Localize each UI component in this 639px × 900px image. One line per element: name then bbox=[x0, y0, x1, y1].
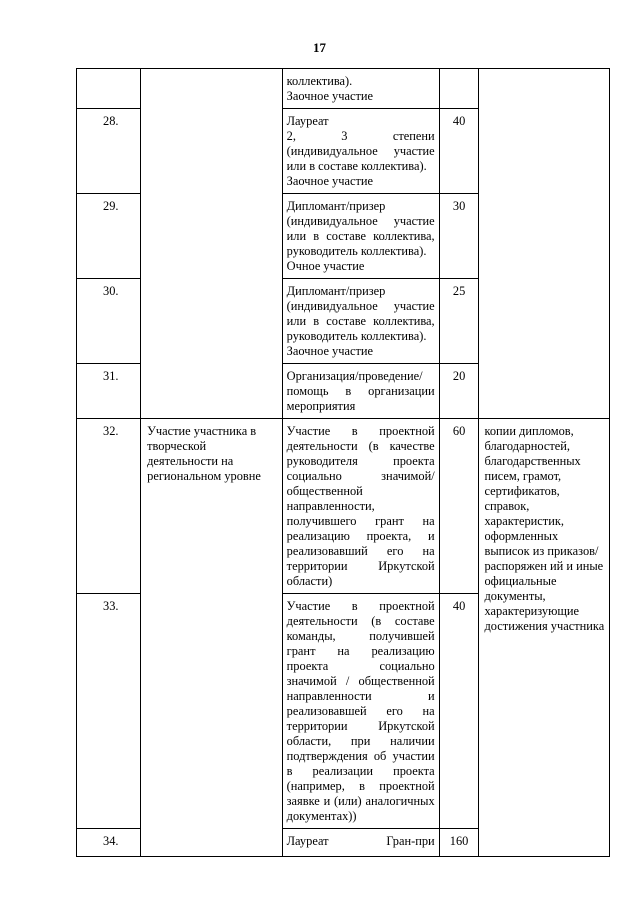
achievement-line: реализацию проекта, и bbox=[286, 529, 435, 543]
achievement-cell bbox=[282, 364, 439, 419]
achievement-line: реализовавший его на bbox=[286, 544, 435, 558]
row-number: 32. bbox=[77, 419, 141, 594]
achievement-line: коллектива). bbox=[286, 74, 353, 88]
achievement-line: или в составе коллектива, bbox=[286, 314, 435, 328]
achievement-line: общественной bbox=[286, 484, 363, 498]
achievement-line: мероприятия bbox=[286, 399, 356, 413]
achievement-cell bbox=[282, 194, 439, 279]
row-number: 34. bbox=[77, 829, 141, 857]
points-cell: 40 bbox=[439, 594, 479, 829]
table-row bbox=[77, 69, 610, 109]
achievement-line: руководителя проекта bbox=[286, 454, 435, 468]
achievement-cell bbox=[282, 109, 439, 194]
achievement-line: деятельности (в качестве bbox=[286, 439, 435, 453]
achievement-line: территории Иркутской bbox=[286, 719, 435, 733]
row-number: 33. bbox=[77, 594, 141, 829]
achievement-line: Лауреат Гран-при bbox=[286, 834, 435, 848]
achievement-line: значимой / общественной bbox=[286, 674, 435, 688]
table-row bbox=[77, 419, 610, 594]
achievement-line: команды, получившей bbox=[286, 629, 435, 643]
achievement-line: реализовавшей его на bbox=[286, 704, 435, 718]
achievement-line: Организация/проведение/ bbox=[286, 369, 423, 383]
documents-cell-previous bbox=[479, 69, 610, 419]
activity-cell: Участие участника в творческой деятельности на региональном уровне bbox=[141, 419, 283, 857]
points-cell: 30 bbox=[439, 194, 479, 279]
achievement-line: (индивидуальное участие bbox=[286, 299, 435, 313]
row-number bbox=[77, 69, 141, 109]
achievement-cell bbox=[282, 69, 439, 109]
points-cell: 60 bbox=[439, 419, 479, 594]
achievement-line: Участие в проектной bbox=[286, 424, 435, 438]
achievement-line: помощь в организации bbox=[286, 384, 435, 398]
points-cell: 40 bbox=[439, 109, 479, 194]
achievement-line: деятельности (в составе bbox=[286, 614, 435, 628]
achievement-line: Дипломант/призер bbox=[286, 199, 386, 213]
achievement-line: Лауреат bbox=[286, 114, 329, 128]
achievement-line: Заочное участие bbox=[286, 89, 374, 103]
points-cell: 160 bbox=[439, 829, 479, 857]
achievement-line: или в составе коллектива, bbox=[286, 229, 435, 243]
achievement-line: Очное участие bbox=[286, 259, 365, 273]
points-cell: 20 bbox=[439, 364, 479, 419]
achievement-cell bbox=[282, 279, 439, 364]
achievement-line: (например, в проектной bbox=[286, 779, 435, 793]
criteria-table bbox=[76, 68, 610, 857]
achievement-line: (индивидуальное участие bbox=[286, 214, 435, 228]
achievement-line: получившего грант на bbox=[286, 514, 435, 528]
achievement-line: направленности и bbox=[286, 689, 435, 703]
row-number: 28. bbox=[77, 109, 141, 194]
achievement-cell bbox=[282, 829, 439, 857]
page-number: 17 bbox=[313, 40, 326, 55]
achievement-line: в реализации проекта bbox=[286, 764, 435, 778]
achievement-line: Заочное участие bbox=[286, 344, 374, 358]
achievement-cell bbox=[282, 594, 439, 829]
documents-cell: копии дипломов, благодарностей, благодарственных писем, грамот, сертификатов, справок, характеристик, оформленных выписок из приказов/распоряжен ий и иные официальные документы, характеризующие достижения участника bbox=[479, 419, 610, 857]
achievement-line: заявке и (или) аналогичных bbox=[286, 794, 435, 808]
achievement-line: области, при наличии bbox=[286, 734, 435, 748]
achievement-line: направленности, bbox=[286, 499, 375, 513]
achievement-line: грант на реализацию bbox=[286, 644, 435, 658]
achievement-line: территории Иркутской bbox=[286, 559, 435, 573]
achievement-line: 2, 3 степени bbox=[286, 129, 435, 143]
row-number: 30. bbox=[77, 279, 141, 364]
achievement-line: проекта социально bbox=[286, 659, 435, 673]
achievement-line: подтверждения об участии bbox=[286, 749, 435, 763]
achievement-line: социально значимой/ bbox=[286, 469, 435, 483]
achievement-line: руководитель коллектива). bbox=[286, 329, 427, 343]
achievement-line: Дипломант/призер bbox=[286, 284, 386, 298]
achievement-line: Участие в проектной bbox=[286, 599, 435, 613]
achievement-line: документах)) bbox=[286, 809, 357, 823]
points-cell: 25 bbox=[439, 279, 479, 364]
achievement-line: или в составе коллектива). bbox=[286, 159, 427, 173]
achievement-line: руководитель коллектива). bbox=[286, 244, 427, 258]
achievement-cell bbox=[282, 419, 439, 594]
points-cell bbox=[439, 69, 479, 109]
achievement-line: (индивидуальное участие bbox=[286, 144, 435, 158]
row-number: 31. bbox=[77, 364, 141, 419]
row-number: 29. bbox=[77, 194, 141, 279]
activity-cell-previous bbox=[141, 69, 283, 419]
achievement-line: Заочное участие bbox=[286, 174, 374, 188]
achievement-line: области) bbox=[286, 574, 333, 588]
